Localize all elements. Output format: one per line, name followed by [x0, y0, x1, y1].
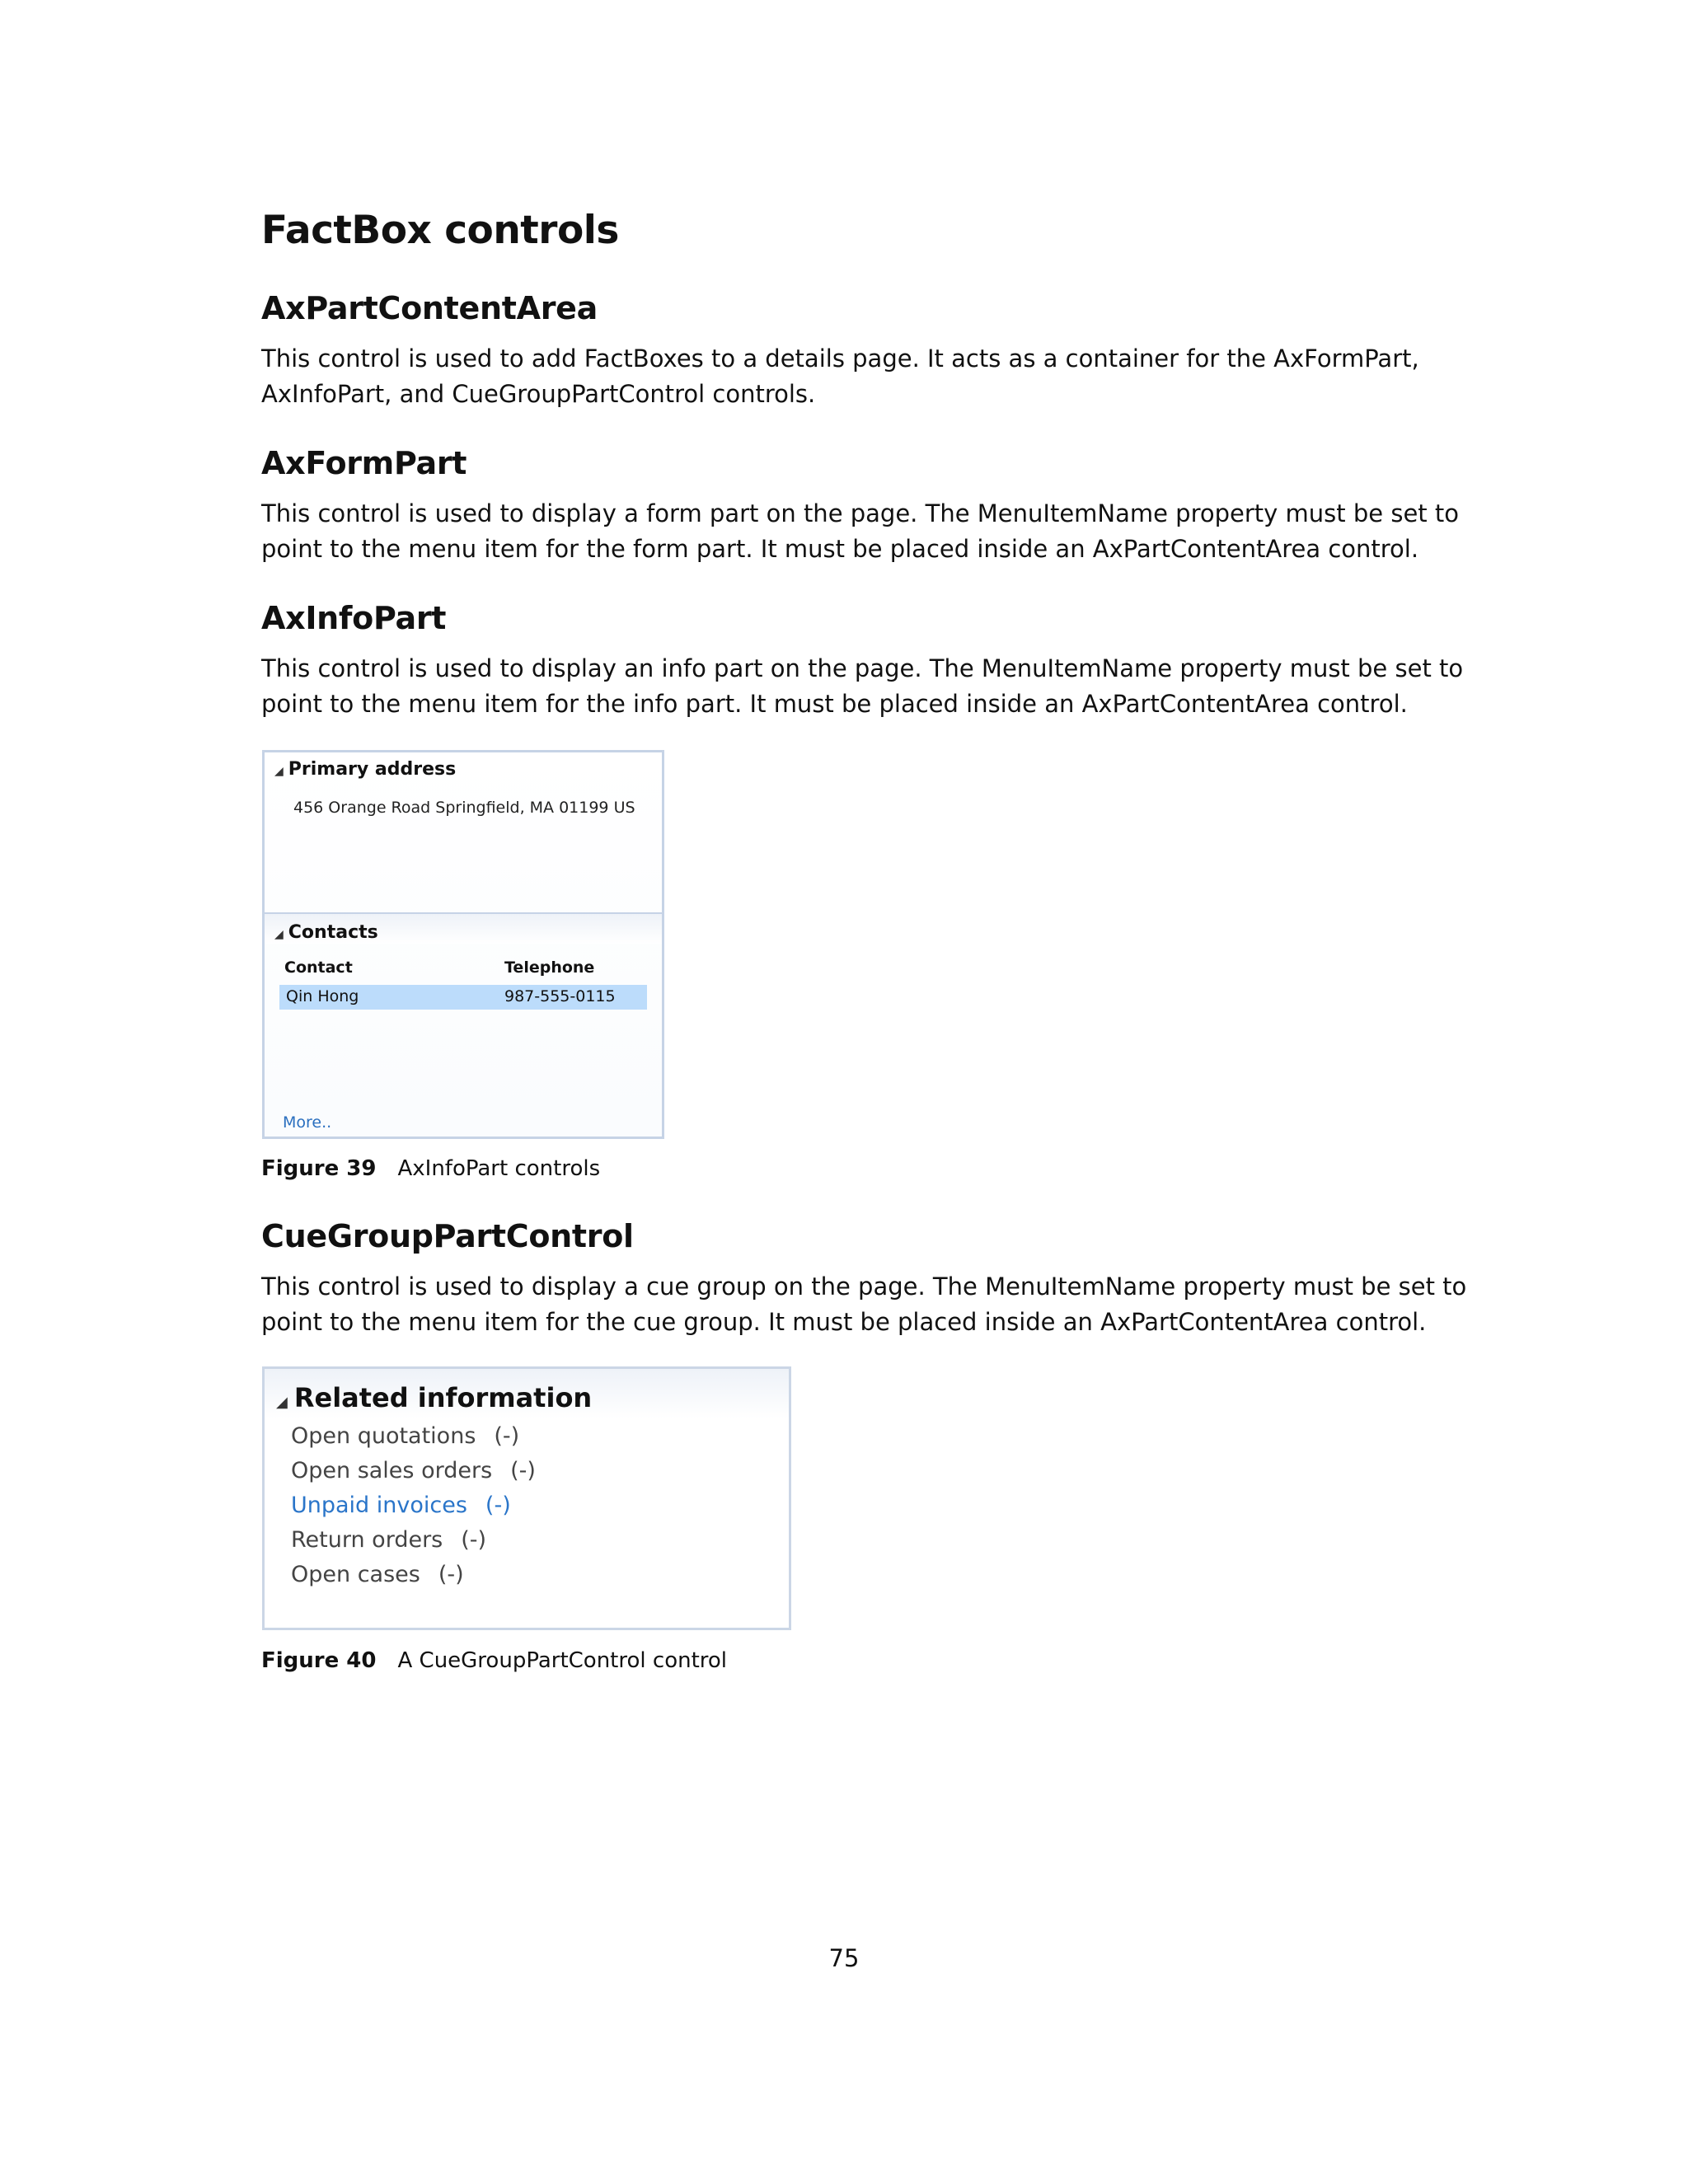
related-information-heading: Related information [293, 1382, 593, 1413]
cue-unpaid-invoices[interactable] [291, 1493, 536, 1527]
cue-count: (-) [438, 1562, 464, 1587]
primary-address-heading: Primary address [288, 759, 457, 780]
collapse-triangle-icon[interactable]: ◢ [276, 1394, 288, 1411]
figure-40-caption [261, 1648, 727, 1673]
figure-caption-text: AxInfoPart controls [397, 1156, 601, 1181]
cue-count: (-) [510, 1458, 536, 1483]
column-header-telephone[interactable]: Telephone [504, 958, 595, 977]
primary-address-value: 456 Orange Road Springfield, MA 01199 US [293, 799, 635, 817]
cue-label: Open cases [291, 1562, 420, 1587]
cue-label: Open sales orders [291, 1458, 493, 1483]
primary-address-header[interactable] [274, 759, 456, 780]
cue-label: Return orders [291, 1527, 443, 1553]
contacts-heading: Contacts [288, 922, 378, 943]
cue-list [291, 1423, 536, 1596]
factbox-panel [262, 750, 664, 1139]
heading-axpartcontentarea: AxPartContentArea [261, 290, 598, 326]
cue-count: (-) [485, 1493, 511, 1518]
page-title: FactBox controls [261, 208, 619, 253]
column-header-contact[interactable]: Contact [284, 958, 353, 977]
heading-cuegrouppartcontrol: CueGroupPartControl [261, 1218, 634, 1254]
paragraph-axformpart: This control is used to display a form part on the page. The MenuItemName property must be set to point to the menu item for the form part. It must be placed inside an AxPartContentArea control. [261, 499, 1459, 563]
cue-label: Unpaid invoices [291, 1493, 467, 1518]
collapse-triangle-icon[interactable]: ◢ [274, 928, 284, 941]
contacts-header[interactable] [274, 922, 378, 943]
figure-number: Figure 39 [261, 1156, 377, 1181]
telephone-cell: 987-555-0115 [504, 987, 616, 1005]
paragraph-cuegrouppartcontrol: This control is used to display a cue group on the page. The MenuItemName property must be set to point to the menu item for the cue group. It must be placed inside an AxPartContentArea control. [261, 1272, 1467, 1336]
heading-axinfopart: AxInfoPart [261, 600, 447, 636]
cue-count: (-) [461, 1527, 487, 1553]
more-link[interactable]: More.. [283, 1113, 332, 1132]
cue-open-cases[interactable] [291, 1562, 536, 1596]
cue-open-sales-orders[interactable] [291, 1458, 536, 1493]
figure-39-caption [261, 1156, 600, 1181]
paragraph-axinfopart: This control is used to display an info part on the page. The MenuItemName property must be set to point to the menu item for the info part. It must be placed inside an AxPartContentArea control. [261, 654, 1464, 718]
contact-name-cell: Qin Hong [286, 987, 359, 1005]
collapse-triangle-icon[interactable]: ◢ [274, 765, 284, 778]
figure-number: Figure 40 [261, 1648, 377, 1673]
heading-axformpart: AxFormPart [261, 445, 467, 481]
figure-caption-text: A CueGroupPartControl control [397, 1648, 728, 1673]
paragraph-axpartcontentarea: This control is used to add FactBoxes to a details page. It acts as a container for the AxFormPart, AxInfoPart, and CueGroupPartControl controls. [261, 344, 1419, 408]
cue-group-panel [262, 1366, 791, 1630]
page-number: 75 [828, 1944, 860, 1972]
cue-count: (-) [494, 1423, 520, 1449]
cue-open-quotations[interactable] [291, 1423, 536, 1458]
cue-label: Open quotations [291, 1423, 476, 1449]
table-row[interactable] [279, 985, 647, 1010]
cue-group-header[interactable] [276, 1382, 592, 1413]
cue-return-orders[interactable] [291, 1527, 536, 1562]
